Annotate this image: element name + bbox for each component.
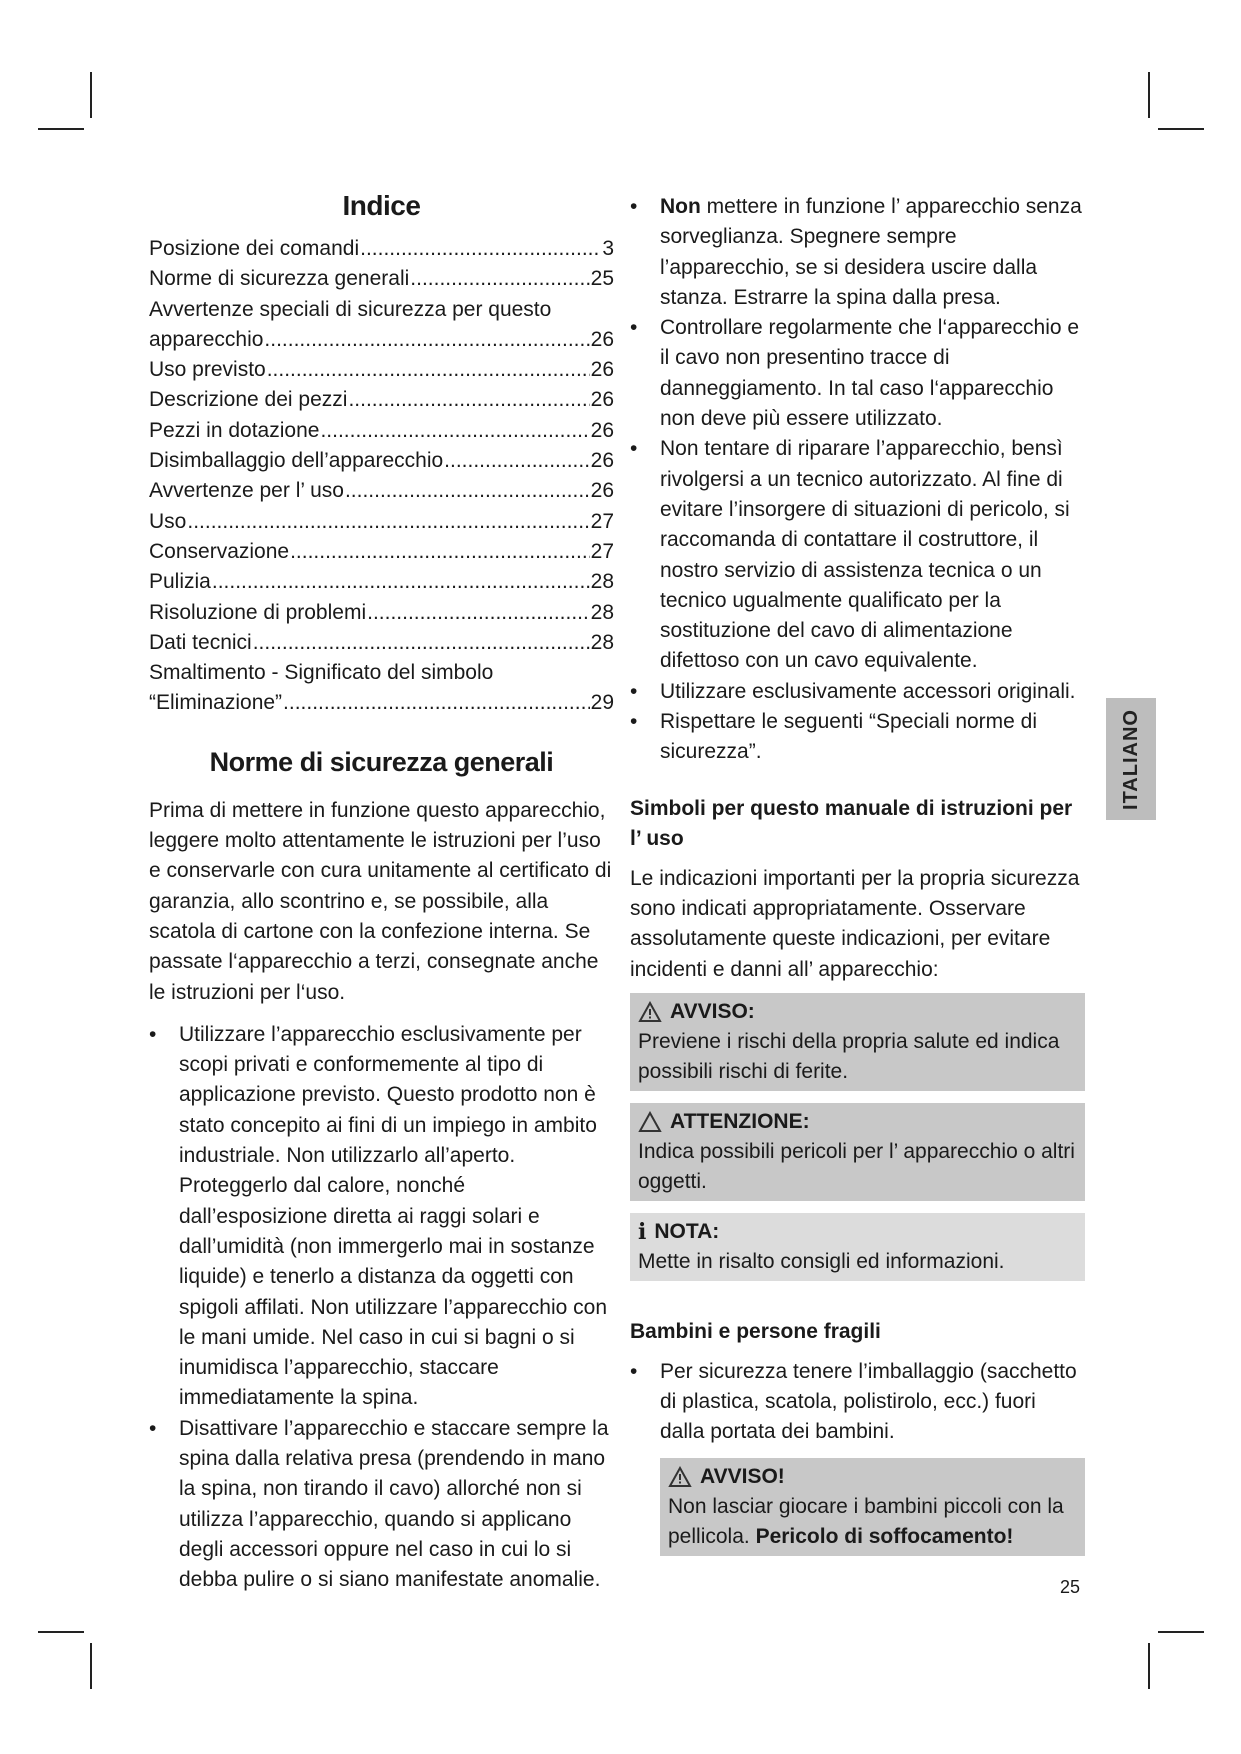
toc-leader-dots xyxy=(290,537,590,567)
list-item: • Rispettare le seguenti “Speciali norme di sicurezza”. xyxy=(630,707,1085,768)
warning-box xyxy=(630,993,1085,1091)
caution-triangle-icon xyxy=(638,1111,662,1133)
toc-entry xyxy=(149,355,614,385)
toc-entry-page: 26 xyxy=(590,358,614,382)
toc-entry-title: Dati tecnici xyxy=(149,630,252,654)
toc-entry-page: 26 xyxy=(590,327,614,351)
caution-label: ATTENZIONE: xyxy=(670,1109,810,1133)
toc-entry xyxy=(149,416,614,446)
index-title: Indice xyxy=(342,190,421,221)
toc-entry-title: Posizione dei comandi xyxy=(149,237,360,260)
toc-entry-page: 26 xyxy=(590,388,614,412)
toc-entry xyxy=(149,446,614,476)
list-item: • Per sicurezza tenere l’imballaggio (sacchetto di plastica, scatola, polistirolo, ecc.) fuori dalla portata dei bambini. xyxy=(630,1357,1085,1448)
children-warning-emphasis: Pericolo di soffocamento! xyxy=(755,1524,1014,1548)
children-warning-text xyxy=(668,1492,1077,1552)
list-item-text: mettere in funzione l’ apparecchio senza sorveglianza. Spegnere sempre l’apparecchio, se si desidera uscire dalla stanza. Estrarre la spina dalla presa. xyxy=(660,195,1082,309)
toc-leader-dots xyxy=(267,355,590,385)
toc-entry-page: 27 xyxy=(590,509,614,533)
list-item: • Non tentare di riparare l’apparecchio, bensì rivolgersi a un tecnico autorizzato. Al fine di evitare l’insorgere di situazioni di pericolo, si raccomanda di contattare il costruttore, il nostro servizio di assistenza tecnica o un tecnico ugualmente qualificato per la sostituzione del cavo di alimentazione difettoso con un cavo equivalente. xyxy=(630,434,1085,676)
warning-header xyxy=(638,997,1077,1027)
toc-entry-title: Uso previsto xyxy=(149,358,266,382)
toc-entry-page: 28 xyxy=(590,570,614,594)
toc-entry-page: 26 xyxy=(590,449,614,473)
toc-leader-dots xyxy=(410,264,589,294)
toc-entry xyxy=(149,537,614,567)
toc-entry-page: 3 xyxy=(602,237,614,260)
left-column xyxy=(149,190,614,1595)
toc-entry xyxy=(149,688,614,718)
toc-leader-dots xyxy=(187,507,589,537)
warning-label: AVVISO: xyxy=(670,999,755,1023)
safety-bullets-left xyxy=(149,1020,614,1596)
children-bullets xyxy=(630,1357,1085,1448)
bold-word: Non xyxy=(660,195,701,218)
toc-entry-line: Avvertenze speciali di sicurezza per questo xyxy=(149,297,552,321)
toc-entry-title: Avvertenze per l’ uso xyxy=(149,479,344,503)
toc-entry-page: 27 xyxy=(590,539,614,563)
info-icon: i xyxy=(638,1218,647,1245)
toc-entry xyxy=(149,598,614,628)
warning-text: Previene i rischi della propria salute ed indica possibili rischi di ferite. xyxy=(638,1029,1060,1083)
toc-entry-title: Pezzi in dotazione xyxy=(149,418,320,442)
toc-entry-page: 25 xyxy=(590,267,614,291)
table-of-contents xyxy=(149,234,614,719)
toc-entry xyxy=(149,476,614,506)
children-warning-box xyxy=(660,1458,1085,1556)
note-header xyxy=(638,1217,1077,1247)
toc-entry-page: 28 xyxy=(590,600,614,624)
list-item: • Utilizzare esclusivamente accessori originali. xyxy=(630,677,1085,707)
toc-entry-page: 28 xyxy=(590,630,614,654)
note-label: NOTA: xyxy=(654,1219,720,1243)
crop-mark xyxy=(90,1643,92,1689)
toc-leader-dots xyxy=(444,446,589,476)
toc-leader-dots xyxy=(283,688,590,718)
warning-triangle-icon xyxy=(638,1001,662,1023)
toc-entry xyxy=(149,628,614,658)
toc-entry-title: Pulizia xyxy=(149,570,211,594)
toc-entry-title: apparecchio xyxy=(149,327,264,351)
list-item: • Controllare regolarmente che l‘apparecchio e il cavo non presentino tracce di danneggiamento. In tal caso l‘apparecchio non deve più essere utilizzato. xyxy=(630,313,1085,434)
list-item: • Disattivare l’apparecchio e staccare sempre la spina dalla relativa presa (prendendo in mano la spina, non tirando il cavo) allorché non si utilizza l’apparecchio, quando si applicano degli accessori oppure nel caso in cui lo si debba pulire o si siano manifestate anomalie. xyxy=(149,1414,614,1596)
crop-mark xyxy=(1148,72,1150,118)
children-warning-header xyxy=(668,1462,1077,1492)
toc-entry-page: 29 xyxy=(590,691,614,715)
page-number: 25 xyxy=(1060,1577,1081,1597)
safety-title: Norme di sicurezza generali xyxy=(209,746,554,777)
toc-entry-title: Uso xyxy=(149,509,187,533)
children-heading: Bambini e persone fragili xyxy=(630,1319,881,1343)
crop-mark xyxy=(38,1631,84,1633)
crop-mark xyxy=(1148,1643,1150,1689)
toc-entry-title: Disimballaggio dell’apparecchio xyxy=(149,449,444,473)
caution-header xyxy=(638,1107,1077,1137)
toc-leader-dots xyxy=(360,234,601,264)
caution-text: Indica possibili pericoli per l’ apparecchio o altri oggetti. xyxy=(638,1139,1075,1193)
crop-mark xyxy=(90,72,92,118)
toc-entry xyxy=(149,507,614,537)
toc-entry-page: 26 xyxy=(590,418,614,442)
toc-entry-line: Smaltimento - Significato del simbolo xyxy=(149,661,494,685)
toc-entry xyxy=(149,264,614,294)
symbols-heading: Simboli per questo manuale di istruzioni per l’ uso xyxy=(630,796,1073,850)
toc-entry-title: Descrizione dei pezzi xyxy=(149,388,348,412)
warning-triangle-icon xyxy=(668,1466,692,1488)
crop-mark xyxy=(1158,1631,1204,1633)
list-item xyxy=(630,192,1085,313)
toc-entry-title: Risoluzione di problemi xyxy=(149,600,367,624)
language-tab xyxy=(1106,698,1156,820)
toc-leader-dots xyxy=(253,628,590,658)
crop-mark xyxy=(1158,128,1204,130)
children-warning-label: AVVISO! xyxy=(700,1464,785,1488)
toc-entry-page: 26 xyxy=(590,479,614,503)
safety-intro: Prima di mettere in funzione questo apparecchio, leggere molto attentamente le istruzioni per l’uso e conservarle con cura unitamente al certificato di garanzia, allo scontrino e, se possibile, alla scatola di cartone con la confezione interna. Se passate l‘apparecchio a terzi, consegnate anche le istruzioni per l‘uso. xyxy=(149,798,612,1004)
note-text: Mette in risalto consigli ed informazioni. xyxy=(638,1249,1005,1273)
toc-leader-dots xyxy=(320,416,589,446)
toc-entry xyxy=(149,234,614,264)
toc-leader-dots xyxy=(212,567,590,597)
crop-mark xyxy=(38,128,84,130)
toc-leader-dots xyxy=(348,385,589,415)
toc-leader-dots xyxy=(345,476,590,506)
toc-entry-title: Norme di sicurezza generali xyxy=(149,267,410,291)
caution-box xyxy=(630,1103,1085,1201)
toc-entry xyxy=(149,567,614,597)
toc-entry xyxy=(149,385,614,415)
toc-leader-dots xyxy=(367,598,590,628)
safety-bullets-right xyxy=(630,192,1085,768)
right-column xyxy=(630,192,1085,1556)
note-box xyxy=(630,1213,1085,1281)
children-warning-body: Non lasciar giocare i bambini piccoli con la pellicola. xyxy=(668,1494,1064,1548)
toc-entry-title: “Eliminazione” xyxy=(149,691,283,715)
language-tab-label: ITALIANO xyxy=(1119,708,1142,810)
toc-leader-dots xyxy=(264,325,589,355)
list-item: • Utilizzare l’apparecchio esclusivamente per scopi privati e conformemente al tipo di applicazione previsto. Questo prodotto non è stato concepito ai fini di un impiego in ambito industriale. Non utilizzarlo all’aperto. Proteggerlo dal calore, nonché dall’esposizione diretta ai raggi solari e dall’umidità (non immergerlo mai in sostanze liquide) e tenerlo a distanza da oggetti con spigoli affilati. Non utilizzare l’apparecchio con le mani umide. Nel caso in cui si bagni o si inumidisca l’apparecchio, staccare immediatamente la spina. xyxy=(149,1020,614,1414)
symbols-intro: Le indicazioni importanti per la propria sicurezza sono indicati appropriatamente. Osservare assolutamente queste indicazioni, per evitare incidenti e danni all’ apparecchio: xyxy=(630,866,1080,981)
toc-entry xyxy=(149,325,614,355)
toc-entry-title: Conservazione xyxy=(149,539,290,563)
